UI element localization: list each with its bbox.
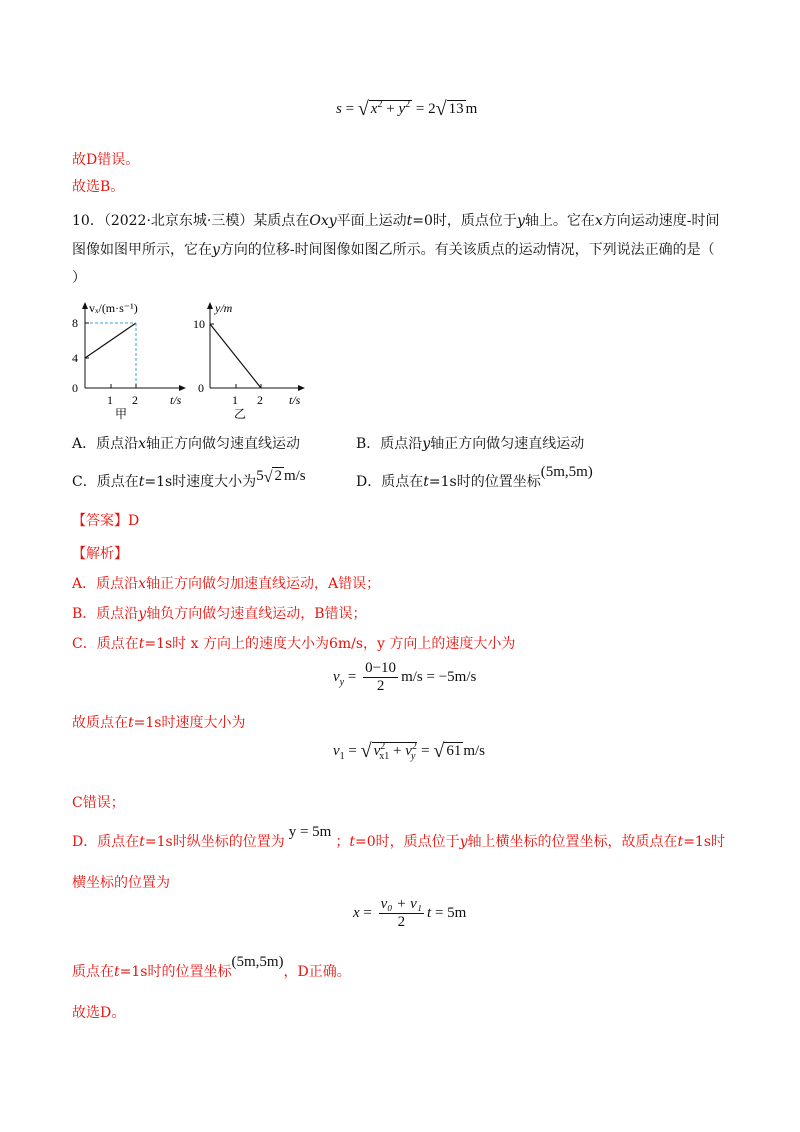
graph-yi	[185, 296, 325, 420]
equation-x: x = $\frac{\text{v₀ + v₁}}{2}$ t = 5m	[353, 896, 467, 930]
equation-vy: $v_y$ = $\frac{0-10}{2}$ m/s = −5m/s	[333, 660, 477, 694]
explanation-d-line-2: 横坐标的位置为	[72, 875, 170, 891]
equation-v1: $v_1$ = √ $v^2_{x1} + v^2_y$ = √ 61 m/s	[333, 740, 486, 762]
ytick-0: 0	[198, 381, 204, 395]
option-c: C．质点在t=1s时速度大小为5√ 2 m/s	[72, 468, 306, 490]
equation-distance: s = √ $x^2 + y^2 = 2√$ 13 m	[336, 98, 478, 120]
xtick-1: 1	[232, 393, 238, 407]
caption-jia: 甲	[115, 407, 128, 420]
caption-yi: 乙	[234, 407, 247, 420]
displacement-line	[210, 324, 261, 388]
xtick-2: 2	[132, 393, 138, 407]
c-wrong: C错误；	[72, 795, 125, 811]
final-statement: 质点在t=1s时的位置坐标(5m,5m)，D正确。	[72, 954, 351, 980]
text-choose-d: 故选D。	[72, 1005, 126, 1021]
ytick-10: 10	[193, 317, 205, 331]
xtick-2: 2	[257, 393, 263, 407]
ytick-0: 0	[72, 381, 78, 395]
option-a: A．质点沿x轴正方向做匀速直线运动	[72, 436, 301, 452]
question-line-2: 图像如图甲所示，它在y方向的位移-时间图像如图乙所示。有关该质点的运动情况，下列说法正确的是（	[72, 242, 715, 258]
question-line-1: 10．（2022·北京东城·三模）某质点在Oxy平面上运动t=0时，质点位于y轴上。它在x方向运动速度-时间	[72, 213, 720, 229]
xlabel: t/s	[170, 393, 182, 407]
analysis-heading: 【解析】	[72, 546, 128, 562]
option-d: D．质点在t=1s时的位置坐标(5m,5m)	[356, 464, 593, 490]
answer: 【答案】D	[72, 513, 140, 529]
text-choose-b: 故选B。	[72, 179, 125, 195]
option-b: B．质点沿y轴正方向做匀速直线运动	[356, 436, 585, 452]
xlabel: t/s	[289, 393, 301, 407]
velocity-line	[85, 323, 136, 358]
explanation-d-line-1: D．质点在t=1s时纵坐标的位置为y = 5m；t=0时，质点位于y轴上横坐标的位置坐标，故质点在t=1s时	[72, 824, 726, 850]
question-line-3: ）	[72, 270, 86, 286]
explanation-c: C．质点在t=1s时 x 方向上的速度大小为6m/s，y 方向上的速度大小为	[72, 636, 516, 652]
y-axis-arrow	[82, 302, 88, 309]
explanation-a: A．质点沿x轴正方向做匀加速直线运动，A错误；	[72, 576, 381, 592]
text-d-wrong: 故D错误。	[72, 152, 140, 168]
ytick-8: 8	[72, 316, 78, 330]
ylabel: vₓ/(m·s⁻¹)	[89, 301, 138, 315]
explanation-b: B．质点沿y轴负方向做匀速直线运动，B错误；	[72, 606, 367, 622]
graph-jia	[60, 296, 200, 420]
speed-text: 故质点在t=1s时速度大小为	[72, 715, 246, 731]
x-axis-arrow	[298, 385, 305, 391]
y-axis-arrow	[207, 302, 213, 309]
xtick-1: 1	[107, 393, 113, 407]
ylabel: y/m	[215, 301, 233, 315]
ytick-4: 4	[72, 351, 78, 365]
